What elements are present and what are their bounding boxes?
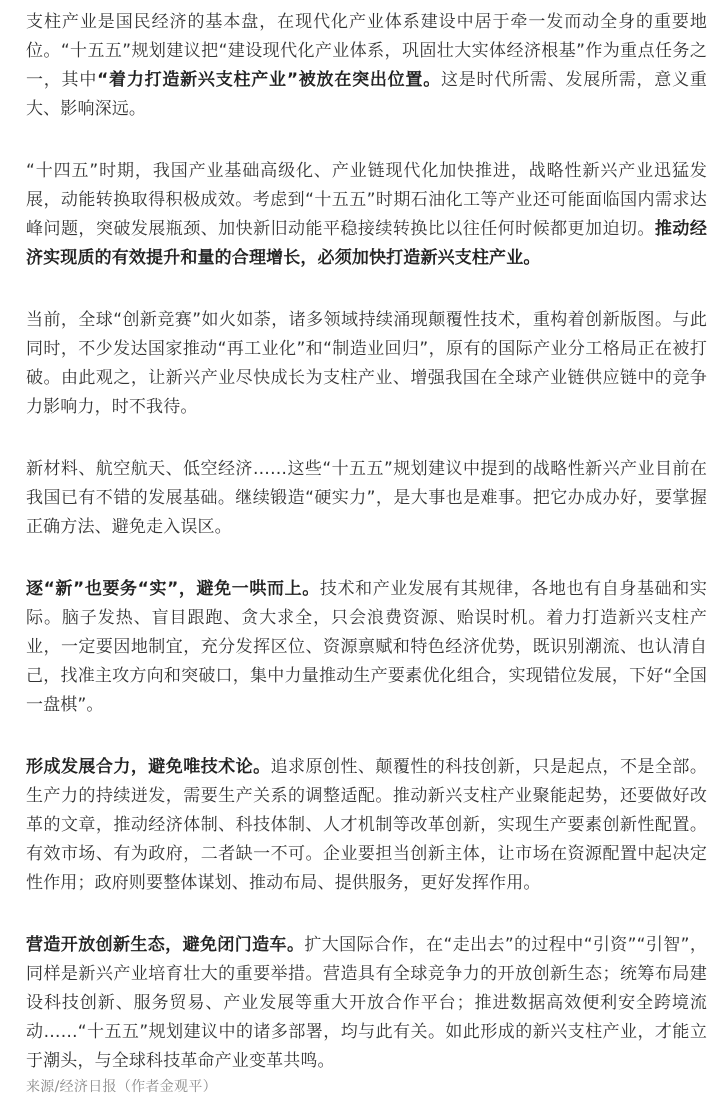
paragraph-2-bold-1: 推动经济实现质的有效提升和量的合理增长，必须加快打造新兴支柱产业。 <box>26 219 707 268</box>
paragraph-3 <box>26 306 707 422</box>
paragraph-7 <box>26 931 707 1076</box>
paragraph-4 <box>26 455 707 542</box>
paragraph-1-text-2: 这是时代所需、发展所需，意义重大、影响深远。 <box>26 70 707 119</box>
article-source: 来源/经济日报（作者金观平） <box>26 1079 217 1095</box>
paragraph-2 <box>26 157 707 273</box>
paragraph-6-heading: 形成发展合力，避免唯技术论。 <box>26 757 271 777</box>
paragraph-4-text-1: 新材料、航空航天、低空经济……这些“十五五”规划建议中提到的战略性新兴产业目前在我国已有不错的发展基础。继续锻造“硬实力”，是大事也是难事。把它办成办好，要掌握正确方法、避免走入误区。 <box>26 459 707 537</box>
paragraph-6 <box>26 753 707 898</box>
paragraph-1-text-1: 支柱产业是国民经济的基本盘，在现代化产业体系建设中居于牵一发而动全身的重要地位。“十五五”规划建议把“建设现代化产业体系，巩固壮大实体经济根基”作为重点任务之一，其中 <box>26 12 707 90</box>
paragraph-5-text-1: 技术和产业发展有其规律，各地也有自身基础和实际。脑子发热、盲目跟跑、贪大求全，只会浪费资源、贻误时机。着力打造新兴支柱产业，一定要因地制宜，充分发挥区位、资源禀赋和特色经济优势，既识别潮流、也认清自己，找准主攻方向和突破口，集中力量推动生产要素优化组合，实现错位发展，下好“全国一盘棋”。 <box>26 579 707 715</box>
paragraph-3-text-1: 当前，全球“创新竞赛”如火如荼，诸多领域持续涌现颠覆性技术，重构着创新版图。与此同时，不少发达国家推动“再工业化”和“制造业回归”，原有的国际产业分工格局正在被打破。由此观之，让新兴产业尽快成长为支柱产业、增强我国在全球产业链供应链中的竞争力影响力，时不我待。 <box>26 310 707 417</box>
article-body <box>26 8 707 1109</box>
paragraph-7-heading: 营造开放创新生态，避免闭门造车。 <box>26 935 305 955</box>
paragraph-5-heading: 逐“新”也要务“实”，避免一哄而上。 <box>26 579 320 599</box>
paragraph-6-text-1: 追求原创性、颠覆性的科技创新，只是起点，不是全部。生产力的持续迸发，需要生产关系的调整适配。推动新兴支柱产业聚能起势，还要做好改革的文章，推动经济体制、科技体制、人才机制等改革创新，实现生产要素创新性配置。有效市场、有为政府，二者缺一不可。企业要担当创新主体，让市场在资源配置中起决定性作用；政府则要整体谋划、推动布局、提供服务，更好发挥作用。 <box>26 757 707 893</box>
paragraph-1-bold-1: “着力打造新兴支柱产业”被放在突出位置。 <box>97 70 441 90</box>
paragraph-5 <box>26 575 707 720</box>
paragraph-2-text-1: “十四五”时期，我国产业基础高级化、产业链现代化加快推进，战略性新兴产业迅猛发展，动能转换取得积极成效。考虑到“十五五”时期石油化工等产业还可能面临国内需求达峰问题，突破发展瓶颈、加快新旧动能平稳接续转换比以往任何时候都更加迫切。 <box>26 161 707 239</box>
paragraph-1 <box>26 8 707 124</box>
paragraph-7-text-1: 扩大国际合作，在“走出去”的过程中“引资”“引智”，同样是新兴产业培育壮大的重要举措。营造具有全球竞争力的开放创新生态；统筹布局建设科技创新、服务贸易、产业发展等重大开放合作平台；推进数据高效便利安全跨境流动……“十五五”规划建议中的诸多部署，均与此有关。如此形成的新兴支柱产业，才能立于潮头，与全球科技革命产业变革共鸣。 <box>26 935 707 1071</box>
